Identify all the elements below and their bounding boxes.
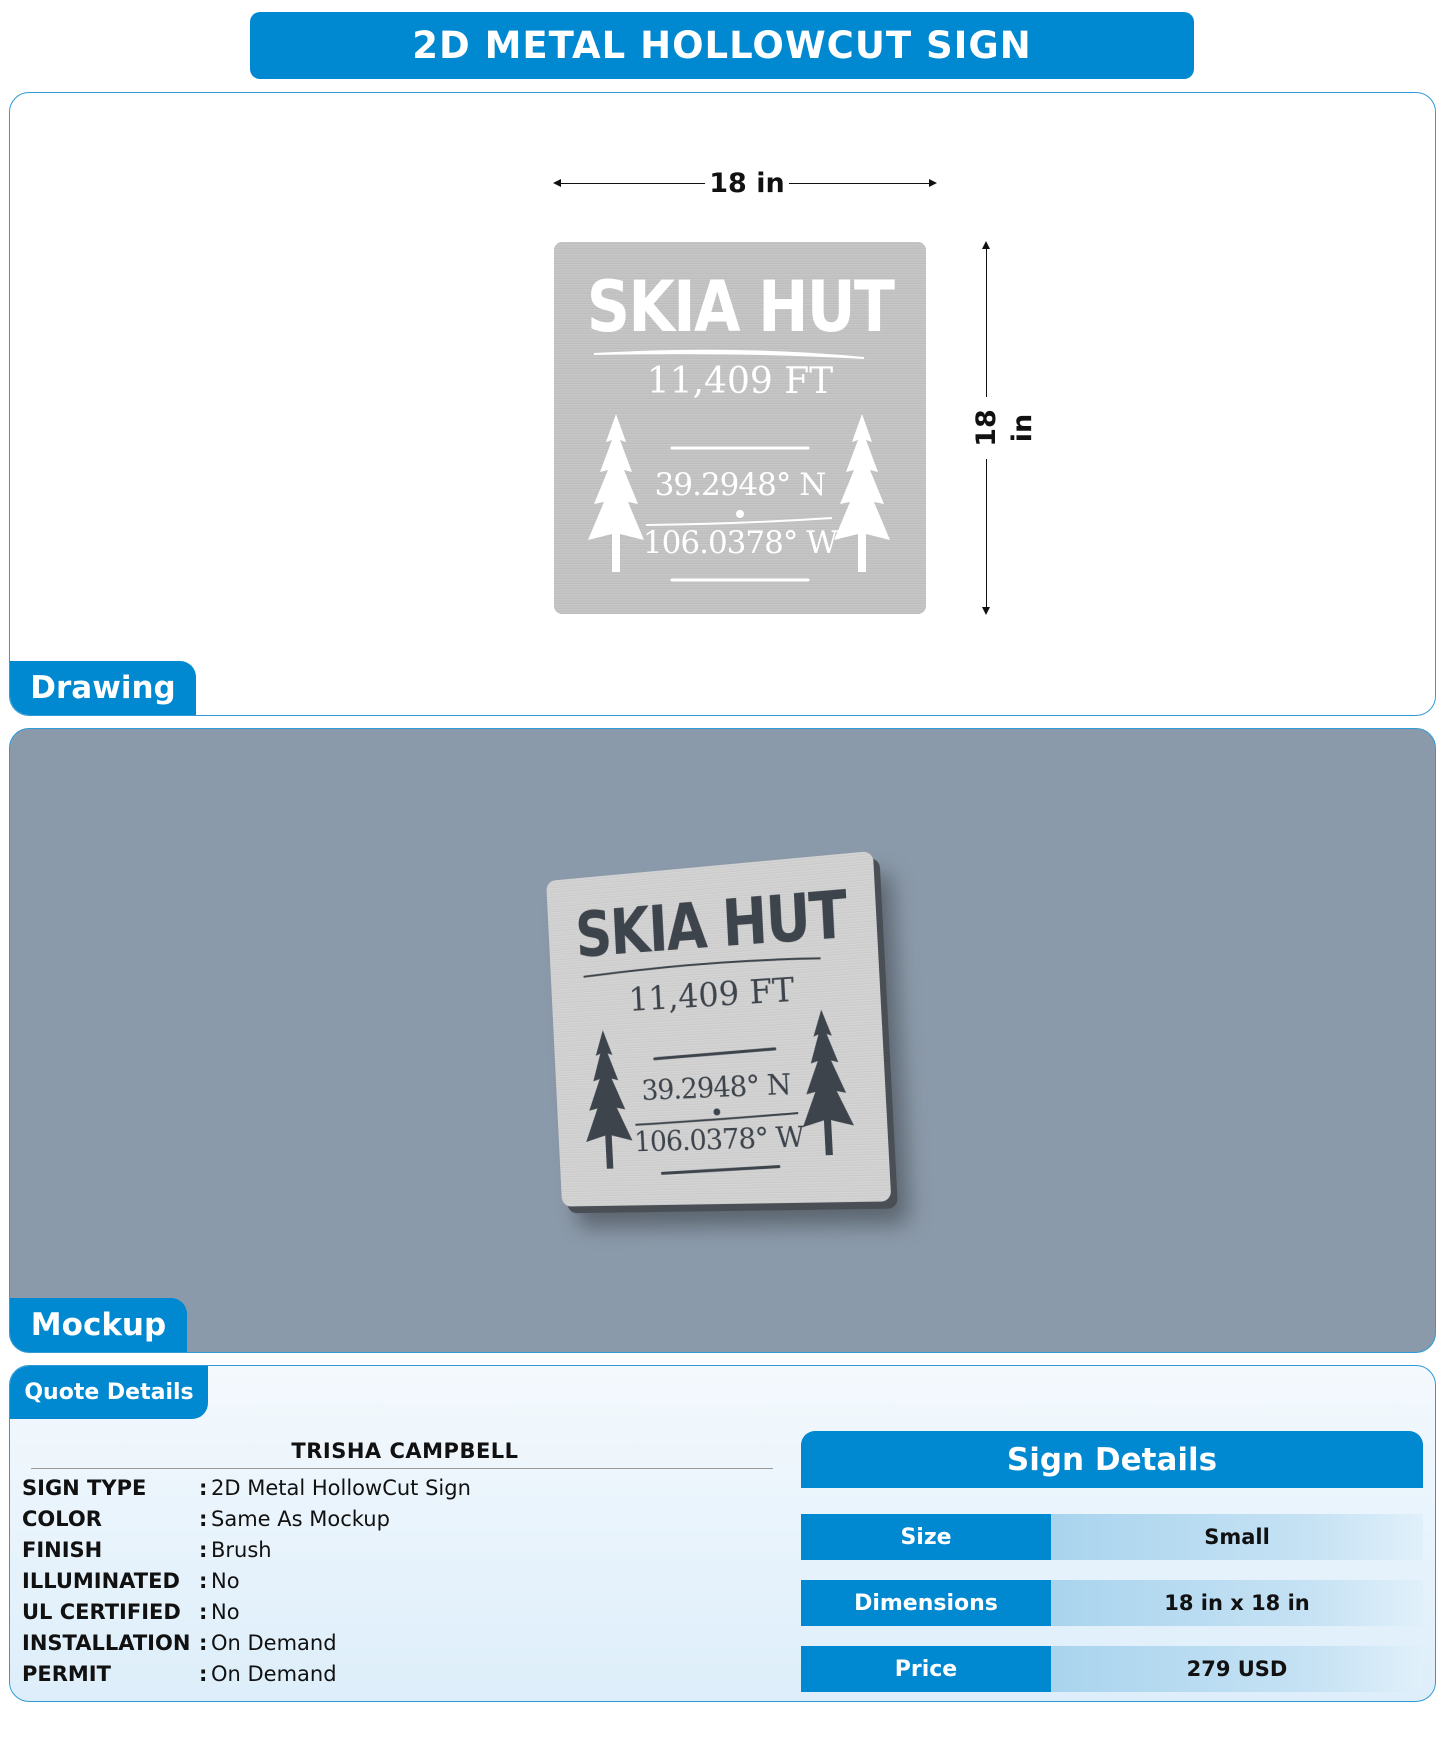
spec-colon: : <box>199 1631 208 1655</box>
drawing-panel <box>9 92 1436 716</box>
height-dimension-label: 18 in <box>969 397 1005 459</box>
spec-key: PERMIT <box>22 1662 111 1686</box>
spec-key: FINISH <box>22 1538 103 1562</box>
spec-colon: : <box>199 1569 208 1593</box>
customer-divider <box>31 1468 773 1469</box>
spec-colon: : <box>199 1600 208 1624</box>
spec-key: SIGN TYPE <box>22 1476 147 1500</box>
sign-name: SKIA HUT <box>586 266 894 348</box>
spec-key: ILLUMINATED <box>22 1569 180 1593</box>
detail-key: Dimensions <box>801 1580 1051 1626</box>
sign-mockup-latitude: 39.2948° N <box>640 1067 792 1107</box>
spec-key: UL CERTIFIED <box>22 1600 181 1624</box>
spec-colon: : <box>199 1538 208 1562</box>
spec-value: No <box>211 1569 240 1593</box>
spec-colon: : <box>199 1476 208 1500</box>
spec-value: Brush <box>211 1538 272 1562</box>
spec-colon: : <box>199 1507 208 1531</box>
spec-key: INSTALLATION <box>22 1631 191 1655</box>
sign-mockup-name: SKIA HUT <box>573 877 848 973</box>
spec-key: COLOR <box>22 1507 102 1531</box>
spec-colon: : <box>199 1662 208 1686</box>
spec-row-ul-certified <box>22 1600 240 1630</box>
spec-value: No <box>211 1600 240 1624</box>
mockup-panel <box>9 728 1436 1353</box>
sign-elevation: 11,409 FT <box>646 361 834 402</box>
detail-value: Small <box>1051 1514 1423 1560</box>
spec-value: Same As Mockup <box>211 1507 390 1531</box>
sign-drawing <box>554 242 926 614</box>
detail-value: 279 USD <box>1051 1646 1423 1692</box>
detail-row-price <box>801 1646 1423 1692</box>
quote-panel <box>9 1365 1436 1702</box>
drawing-tab: Drawing <box>10 661 196 715</box>
detail-value: 18 in x 18 in <box>1051 1580 1423 1626</box>
sign-longitude: 106.0378° W <box>642 525 838 561</box>
sign-mockup-elevation: 11,409 FT <box>627 969 796 1019</box>
spec-value: 2D Metal HollowCut Sign <box>211 1476 471 1500</box>
spec-row-sign-type <box>22 1476 471 1506</box>
sign-mockup-longitude: 106.0378° W <box>633 1120 805 1159</box>
spec-value: On Demand <box>211 1631 337 1655</box>
spec-row-illuminated <box>22 1569 240 1599</box>
width-dimension-label: 18 in <box>705 166 789 202</box>
detail-key: Size <box>801 1514 1051 1560</box>
detail-row-dimensions <box>801 1580 1423 1626</box>
mockup-tab: Mockup <box>10 1298 187 1352</box>
spec-row-permit <box>22 1662 337 1692</box>
page-title: 2D METAL HOLLOWCUT SIGN <box>250 12 1194 79</box>
sign-details-title: Sign Details <box>801 1431 1423 1488</box>
spec-row-installation <box>22 1631 337 1661</box>
detail-row-size <box>801 1514 1423 1560</box>
quote-details-tab: Quote Details <box>10 1366 208 1419</box>
customer-name: TRISHA CAMPBELL <box>291 1439 519 1463</box>
sign-mockup <box>546 851 891 1207</box>
spec-value: On Demand <box>211 1662 337 1686</box>
sign-latitude: 39.2948° N <box>654 467 826 503</box>
spec-row-finish <box>22 1538 272 1568</box>
detail-key: Price <box>801 1646 1051 1692</box>
spec-row-color <box>22 1507 390 1537</box>
